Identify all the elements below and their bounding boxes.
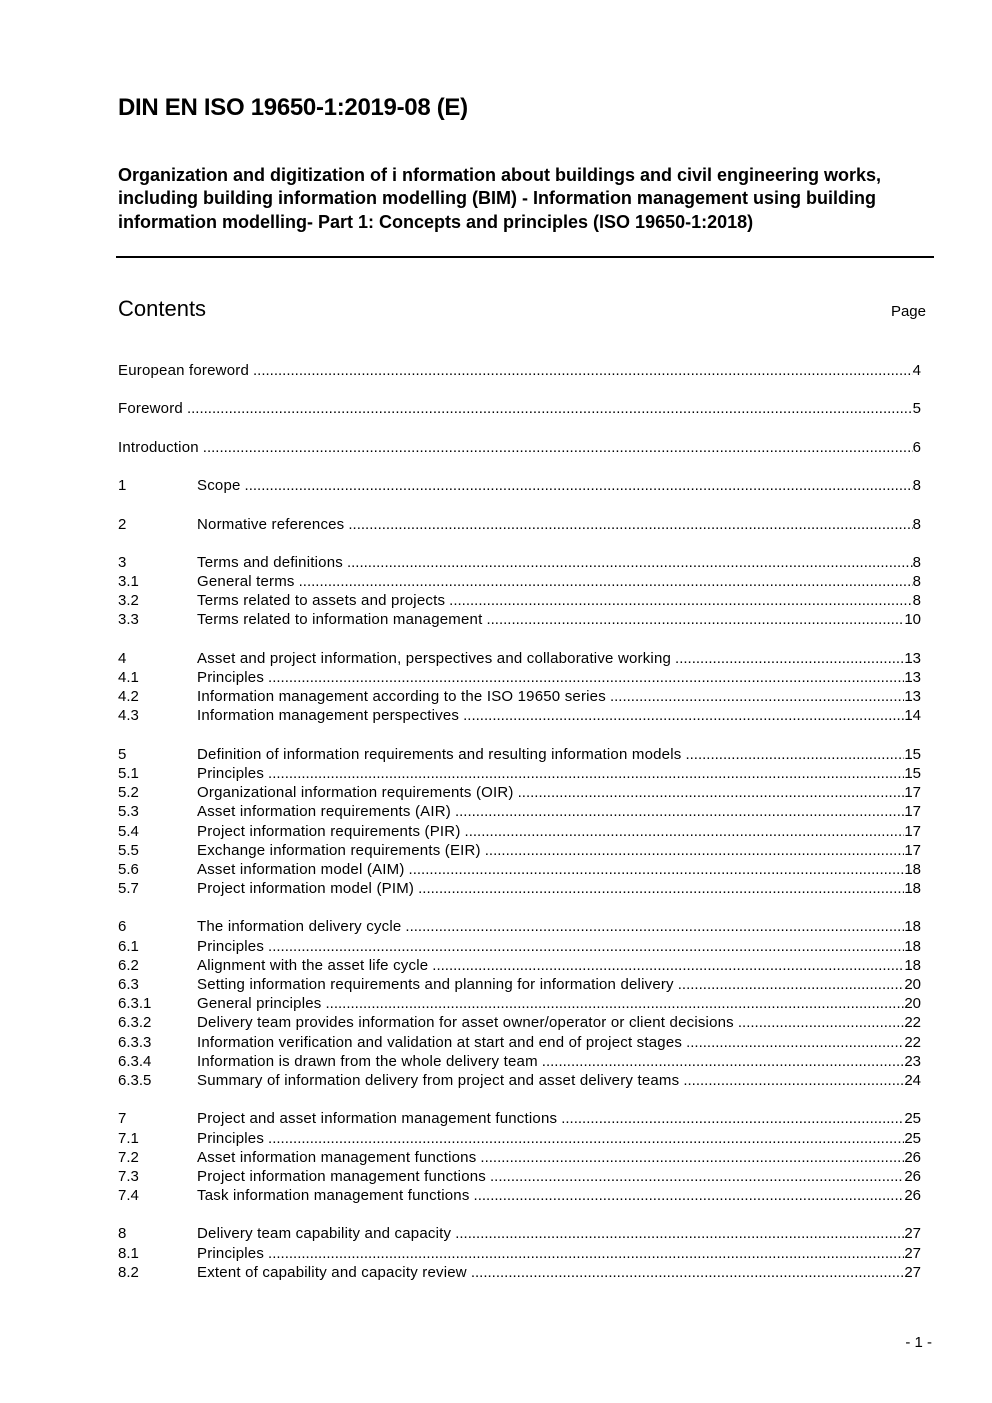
toc-entry-number: 5.6 xyxy=(118,860,139,878)
toc-entry-page: 27 xyxy=(904,1225,921,1243)
toc-dot-leader xyxy=(249,361,913,380)
toc-entry-page: 13 xyxy=(904,688,921,706)
toc-entry-title: Asset information management functions xyxy=(197,1148,477,1166)
toc-entry-number: 1 xyxy=(118,477,127,495)
toc-entry-number: 6 xyxy=(118,918,127,936)
toc-entry-title: Principles xyxy=(197,669,265,686)
toc-entry-page: 4 xyxy=(912,362,921,379)
toc-entry-title: Terms related to information management xyxy=(197,611,483,629)
toc-entry-title: Task information management functions xyxy=(197,1187,470,1205)
toc-entry-number: 6.3.5 xyxy=(118,1071,152,1089)
toc-entry-number: 3.2 xyxy=(118,592,139,610)
toc-entry-page: 23 xyxy=(904,1052,921,1070)
toc-entry[interactable] xyxy=(118,1263,921,1282)
toc-entry-number: 5.1 xyxy=(118,764,139,782)
toc-entry[interactable] xyxy=(118,1013,921,1032)
toc-entry-number: 5.3 xyxy=(118,803,139,821)
toc-entry-page: 20 xyxy=(904,976,921,993)
toc-entry-page: 27 xyxy=(904,1263,921,1281)
toc-dot-leader xyxy=(514,783,905,802)
toc-entry[interactable] xyxy=(118,476,921,495)
toc-entry-number: 6.2 xyxy=(118,956,139,974)
toc-entry[interactable] xyxy=(118,1224,921,1243)
toc-dot-leader xyxy=(476,1148,904,1167)
toc-entry-title: Asset information requirements (AIR) xyxy=(197,803,451,821)
toc-dot-leader xyxy=(241,476,913,495)
toc-entry-page: 26 xyxy=(904,1148,921,1166)
toc-entry-number: 8.1 xyxy=(118,1244,139,1262)
toc-entry-title: Asset information model (AIM) xyxy=(197,860,405,878)
toc-entry-page: 22 xyxy=(904,1033,921,1051)
toc-entry-page: 15 xyxy=(904,764,921,782)
toc-entry[interactable] xyxy=(118,745,921,764)
toc-entry-title: The information delivery cycle xyxy=(197,918,402,936)
toc-entry[interactable] xyxy=(118,1244,921,1263)
toc-dot-leader xyxy=(344,515,912,534)
toc-entry-page: 8 xyxy=(912,573,921,591)
toc-entry[interactable] xyxy=(118,917,921,936)
toc-dot-leader xyxy=(451,802,904,821)
toc-entry[interactable] xyxy=(118,687,921,706)
toc-dot-leader xyxy=(481,841,905,860)
toc-dot-leader xyxy=(557,1109,904,1128)
toc-dot-leader xyxy=(401,917,904,936)
toc-entry-page: 8 xyxy=(912,477,921,495)
toc-entry-title: Asset and project information, perspectives and collaborative working xyxy=(197,649,672,667)
toc-entry-page: 8 xyxy=(912,592,921,610)
toc-dot-leader xyxy=(538,1052,905,1071)
toc-entry-title: Project and asset information management functions xyxy=(197,1110,558,1128)
toc-entry-number: 6.3.3 xyxy=(118,1033,152,1051)
toc-entry-page: 25 xyxy=(904,1110,921,1128)
toc-entry-page: 5 xyxy=(912,400,921,418)
toc-entry-number: 4.2 xyxy=(118,688,139,706)
toc-entry-number: 7.1 xyxy=(118,1129,139,1147)
toc-entry-title: Extent of capability and capacity review xyxy=(197,1263,467,1281)
toc-dot-leader xyxy=(470,1186,905,1205)
toc-entry-title: Alignment with the asset life cycle xyxy=(197,956,429,974)
toc-dot-leader xyxy=(343,553,913,572)
toc-entry-title: General principles xyxy=(197,995,322,1013)
toc-dot-leader xyxy=(414,879,904,898)
toc-entry-page: 18 xyxy=(904,860,921,878)
toc-entry-page: 8 xyxy=(912,553,921,571)
toc-entry-title: Information verification and validation at start and end of project stages xyxy=(197,1033,683,1051)
toc-entry-number: 4.1 xyxy=(118,669,139,686)
toc-entry-page: 17 xyxy=(904,784,921,802)
toc-entry[interactable] xyxy=(118,1167,921,1186)
toc-dot-leader xyxy=(199,438,913,457)
toc-entry-page: 26 xyxy=(904,1187,921,1205)
toc-entry-title: Setting information requirements and planning for information delivery xyxy=(197,976,674,993)
toc-entry[interactable] xyxy=(118,994,921,1013)
toc-entry-title: Exchange information requirements (EIR) xyxy=(197,841,481,859)
toc-entry-title: Information management perspectives xyxy=(197,707,460,725)
toc-entry[interactable] xyxy=(118,438,921,457)
toc-entry-number: 6.1 xyxy=(118,937,139,955)
toc-entry-page: 15 xyxy=(904,745,921,763)
toc-entry-page: 18 xyxy=(904,937,921,955)
toc-dot-leader xyxy=(679,1071,904,1090)
toc-entry[interactable] xyxy=(118,802,921,821)
toc-dot-leader xyxy=(682,1033,904,1052)
toc-entry[interactable] xyxy=(118,937,921,956)
toc-entry-title: General terms xyxy=(197,573,295,591)
toc-entry-number: 4 xyxy=(118,649,127,667)
toc-entry[interactable] xyxy=(118,1186,921,1205)
toc-entry-number: 5.7 xyxy=(118,880,139,898)
toc-entry-title: Organizational information requirements (OIR) xyxy=(197,784,514,802)
toc-entry-number: 3.1 xyxy=(118,573,139,591)
toc-entry-page: 17 xyxy=(904,841,921,859)
toc-dot-leader xyxy=(405,860,905,879)
toc-entry-title: Delivery team capability and capacity xyxy=(197,1225,452,1243)
toc-entry-title: Project information model (PIM) xyxy=(197,880,415,898)
toc-entry[interactable] xyxy=(118,515,921,534)
toc-dot-leader xyxy=(445,591,913,610)
toc-entry-page: 17 xyxy=(904,822,921,840)
toc-dot-leader xyxy=(264,764,904,783)
toc-entry-title: Project information requirements (PIR) xyxy=(197,822,461,840)
toc-entry-title: Principles xyxy=(197,937,265,955)
toc-entry[interactable] xyxy=(118,399,921,418)
toc-entry-number: 7.3 xyxy=(118,1167,139,1185)
toc-entry-page: 14 xyxy=(904,707,921,725)
toc-entry-number: 6.3.1 xyxy=(118,995,152,1013)
toc-entry-title: Terms related to assets and projects xyxy=(197,592,446,610)
toc-entry[interactable] xyxy=(118,879,921,898)
toc-entry-page: 13 xyxy=(904,669,921,686)
toc-entry-title: Summary of information delivery from project and asset delivery teams xyxy=(197,1071,680,1089)
toc-entry-page: 6 xyxy=(912,438,921,456)
toc-entry-number: 5.5 xyxy=(118,841,139,859)
contents-heading: Contents xyxy=(118,296,207,321)
toc-dot-leader xyxy=(459,706,904,725)
toc-entry-number: 6.3.2 xyxy=(118,1014,152,1032)
toc-dot-leader xyxy=(734,1013,904,1032)
toc-entry-page: 17 xyxy=(904,803,921,821)
toc-entry-number: 8.2 xyxy=(118,1263,139,1281)
toc-entry-number: 5.4 xyxy=(118,822,139,840)
toc-entry-title: Principles xyxy=(197,764,265,782)
toc-entry[interactable] xyxy=(118,822,921,841)
toc-entry-number: 4.3 xyxy=(118,707,139,725)
toc-entry-title: Principles xyxy=(197,1129,265,1147)
toc-entry[interactable] xyxy=(118,764,921,783)
toc-entry-number: 7.2 xyxy=(118,1148,139,1166)
toc-entry[interactable] xyxy=(118,591,921,610)
toc-entry-number: 3 xyxy=(118,553,127,571)
toc-entry-number: 6.3 xyxy=(118,976,139,993)
toc-entry-title: Information management according to the ISO 19650 series xyxy=(197,688,606,706)
toc-entry[interactable] xyxy=(118,975,921,994)
toc-entry-title: Terms and definitions xyxy=(197,553,343,571)
toc-entry-page: 18 xyxy=(904,880,921,898)
toc-dot-leader xyxy=(467,1263,905,1282)
toc-entry-number: 7.4 xyxy=(118,1187,139,1205)
toc-entry-title: Definition of information requirements and resulting information models xyxy=(197,745,682,763)
toc-entry-title: Scope xyxy=(197,477,241,495)
toc-entry[interactable] xyxy=(118,1109,921,1128)
toc-entry-number: 2 xyxy=(118,515,127,533)
toc-entry-page: 26 xyxy=(904,1167,921,1185)
toc-entry-title: Principles xyxy=(197,1244,265,1262)
toc-dot-leader xyxy=(671,649,904,668)
toc-dot-leader xyxy=(451,1224,904,1243)
toc-entry-number: 5 xyxy=(118,745,127,763)
toc-entry-number: 5.2 xyxy=(118,784,139,802)
toc-entry[interactable] xyxy=(118,841,921,860)
toc-entry[interactable] xyxy=(118,1129,921,1148)
toc-entry-title: Introduction xyxy=(118,438,199,456)
toc-dot-leader xyxy=(264,1129,904,1148)
toc-entry-title: Normative references xyxy=(197,515,345,533)
toc-entry-title: Project information management functions xyxy=(197,1167,486,1185)
toc-entry[interactable] xyxy=(118,1148,921,1167)
toc-entry-page: 27 xyxy=(904,1244,921,1262)
toc-dot-leader xyxy=(606,687,904,706)
toc-entry[interactable] xyxy=(118,1071,921,1090)
toc-entry[interactable] xyxy=(118,649,921,668)
page-column-label: Page xyxy=(890,303,926,320)
table-of-contents xyxy=(118,361,921,1282)
toc-entry-number: 7 xyxy=(118,1110,127,1128)
toc-dot-leader xyxy=(428,956,904,975)
toc-entry-page: 8 xyxy=(912,515,921,533)
toc-entry-page: 18 xyxy=(904,956,921,974)
toc-dot-leader xyxy=(322,994,905,1013)
toc-dot-leader xyxy=(183,399,913,418)
toc-entry-page: 10 xyxy=(904,611,921,629)
toc-entry-number: 6.3.4 xyxy=(118,1052,152,1070)
document-id: DIN EN ISO 19650-1:2019-08 (E) xyxy=(118,94,468,121)
toc-entry[interactable] xyxy=(118,1033,921,1052)
toc-dot-leader xyxy=(482,610,904,629)
toc-entry-page: 25 xyxy=(904,1129,921,1147)
toc-entry[interactable] xyxy=(118,668,921,687)
toc-entry[interactable] xyxy=(118,610,921,629)
toc-entry-page: 22 xyxy=(904,1014,921,1032)
document-title: Organization and digitization of i nformation about buildings and civil engineering works, including building information modelling (BIM) - Information management using building information modelling- Part 1: Concepts and principles (ISO 19650-1:2018) xyxy=(118,165,882,232)
toc-dot-leader xyxy=(681,745,904,764)
toc-entry-number: 8 xyxy=(118,1225,127,1243)
toc-entry-page: 24 xyxy=(904,1071,921,1089)
toc-entry-page: 20 xyxy=(904,995,921,1013)
toc-dot-leader xyxy=(674,975,905,994)
toc-entry-title: Information is drawn from the whole delivery team xyxy=(197,1052,538,1070)
title-divider xyxy=(116,256,934,258)
page-number: - 1 - xyxy=(905,1334,932,1351)
toc-entry[interactable] xyxy=(118,1052,921,1071)
toc-dot-leader xyxy=(264,668,904,687)
toc-entry[interactable] xyxy=(118,783,921,802)
toc-entry-page: 18 xyxy=(904,918,921,936)
toc-entry[interactable] xyxy=(118,361,921,380)
toc-entry-page: 13 xyxy=(904,649,921,667)
toc-entry[interactable] xyxy=(118,956,921,975)
toc-entry-title: European foreword xyxy=(118,362,249,379)
toc-entry-number: 3.3 xyxy=(118,611,139,629)
toc-dot-leader xyxy=(295,572,913,591)
toc-entry-title: Foreword xyxy=(118,400,183,418)
toc-entry-title: Delivery team provides information for asset owner/operator or client decisions xyxy=(197,1014,734,1032)
toc-dot-leader xyxy=(264,937,904,956)
toc-entry[interactable] xyxy=(118,706,921,725)
toc-entry[interactable] xyxy=(118,860,921,879)
toc-entry[interactable] xyxy=(118,572,921,591)
toc-dot-leader xyxy=(264,1244,904,1263)
toc-dot-leader xyxy=(461,822,905,841)
toc-dot-leader xyxy=(486,1167,904,1186)
toc-entry[interactable] xyxy=(118,553,921,572)
